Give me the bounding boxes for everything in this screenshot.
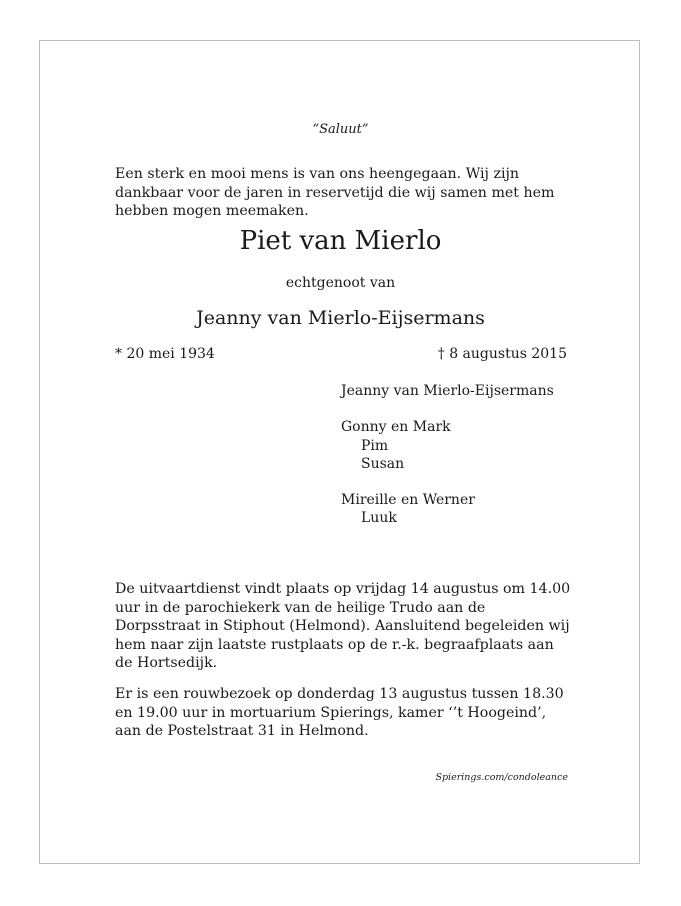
spouse-label: echtgenoot van <box>285 275 396 291</box>
intro-text: Een sterk en mooi mens is van ons heengegaan. Wij zijn dankbaar voor de jaren in reservetijd die wij samen met hem hebben mogen meemaken. <box>115 166 555 219</box>
birth-date: * 20 mei 1934 <box>115 346 215 362</box>
family-spacer <box>341 400 581 418</box>
family-child: Pim <box>361 437 389 454</box>
family-parents: Mireille en Werner <box>341 492 475 509</box>
spouse-name: Jeanny van Mierlo-Eijsermans <box>196 307 485 329</box>
family-child: Luuk <box>361 510 397 527</box>
funeral-details: De uitvaartdienst vindt plaats op vrijdag 14 augustus om 14.00 uur in de parochiekerk van de heilige Trudo aan de Dorpsstraat in Stiphout (Helmond). Aansluitend begeleiden wij hem naar zijn laatste rustplaats op de r.-k. begraafplaats aan de Hortsedijk. <box>115 581 571 671</box>
family-parents: Gonny en Mark <box>341 419 451 436</box>
condolence-signature: Spierings.com/condoleance <box>435 772 568 783</box>
family-spacer <box>341 473 581 491</box>
death-date: † 8 augustus 2015 <box>437 346 567 362</box>
family-spouse: Jeanny van Mierlo-Eijsermans <box>341 383 554 399</box>
visit-details: Er is een rouwbezoek op donderdag 13 augustus tussen 18.30 en 19.00 uur in mortuarium Spierings, kamer ‘’t Hoogeind’, aan de Postelstraat 31 in Helmond. <box>115 686 564 739</box>
family-child: Susan <box>361 455 405 472</box>
family-list <box>341 382 581 528</box>
motto: “Saluut” <box>312 122 369 137</box>
deceased-name: Piet van Mierlo <box>239 226 442 256</box>
